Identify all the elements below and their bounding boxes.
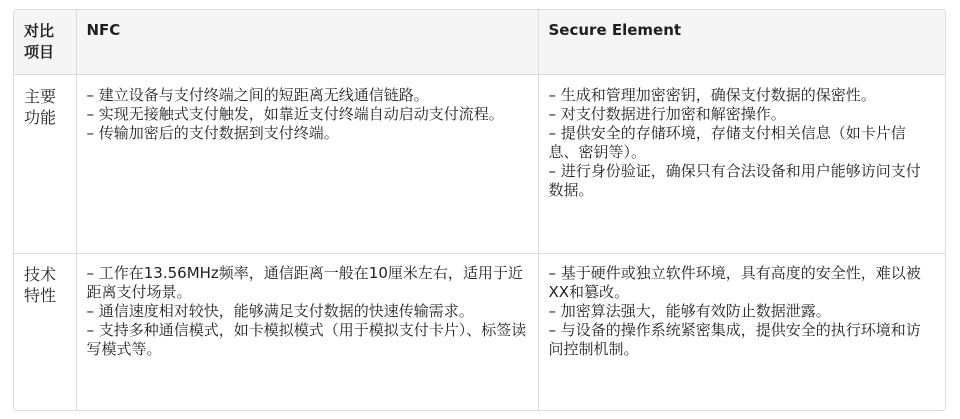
header-secure-element: Secure Element	[538, 10, 945, 74]
list-item: – 支持多种通信模式，如卡模拟模式（用于模拟支付卡片）、标签读写模式等。	[86, 320, 527, 358]
cell-se-main-function	[538, 74, 945, 253]
list-item: – 提供安全的存储环境，存储支付相关信息（如卡片信息、密钥等）。	[548, 123, 906, 161]
list-item: – 进行身份验证，确保只有合法设备和用户能够访问支付数据。	[548, 161, 921, 199]
cell-nfc-main-function	[76, 74, 538, 253]
header-compare-item: 对比项目	[14, 10, 76, 74]
list-item: – 工作在13.56MHz频率，通信距离一般在10厘米左右，适用于近距离支付场景。	[86, 263, 523, 301]
comparison-table-container	[13, 9, 946, 411]
list-item: – 实现无接触式支付触发，如靠近支付终端自动启动支付流程。	[86, 104, 504, 123]
list-item: – 与设备的操作系统紧密集成，提供安全的执行环境和访问控制机制。	[548, 320, 921, 358]
list-item: – 建立设备与支付终端之间的短距离无线通信链路。	[86, 85, 429, 104]
list-item: – 加密算法强大，能够有效防止数据泄露。	[548, 301, 831, 320]
table-row-main-function	[14, 74, 945, 253]
list-item: – 基于硬件或独立软件环境，具有高度的安全性，难以被XX和篡改。	[548, 263, 921, 301]
list-item: – 通信速度相对较快，能够满足支付数据的快速传输需求。	[86, 301, 474, 320]
cell-nfc-tech-features	[76, 253, 538, 410]
header-nfc: NFC	[76, 10, 538, 74]
table-header-row	[14, 10, 945, 74]
comparison-table	[14, 10, 945, 410]
list-item: – 对支付数据进行加密和解密操作。	[548, 104, 786, 123]
list-item: – 生成和管理加密密钥，确保支付数据的保密性。	[548, 85, 876, 104]
table-row-tech-features	[14, 253, 945, 410]
list-item: – 传输加密后的支付数据到支付终端。	[86, 123, 339, 142]
row-label-tech-features: 技术特性	[14, 253, 76, 410]
cell-se-tech-features	[538, 253, 945, 410]
row-label-main-function: 主要功能	[14, 74, 76, 253]
